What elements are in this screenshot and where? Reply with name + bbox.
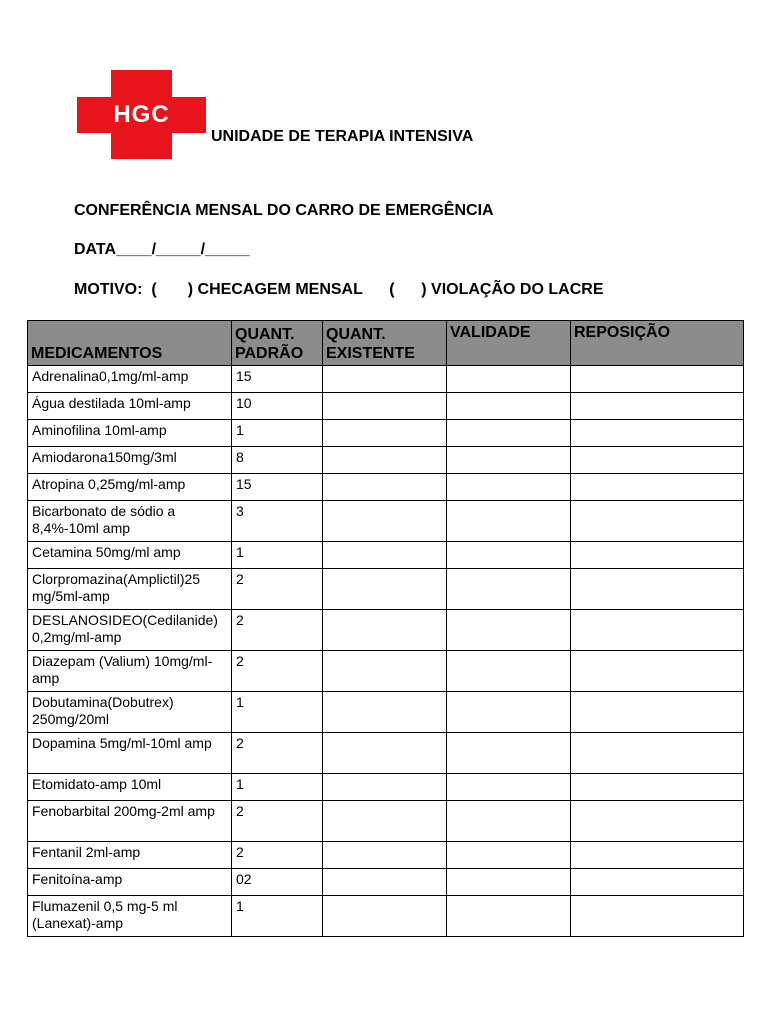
quant-padrao-cell: 2 [232, 842, 323, 869]
reposicao-cell[interactable] [571, 896, 744, 937]
table-row [28, 474, 744, 501]
col-header-reposicao: REPOSIÇÃO [571, 321, 744, 366]
reposicao-cell[interactable] [571, 569, 744, 610]
date-line: DATA____/_____/_____ [74, 241, 250, 258]
quant-padrao-cell: 1 [232, 896, 323, 937]
medications-table [27, 320, 744, 937]
table-row [28, 610, 744, 651]
table-row [28, 366, 744, 393]
validade-cell[interactable] [447, 733, 571, 774]
medication-name: Aminofilina 10ml-amp [28, 420, 232, 447]
col-header-medicamentos: MEDICAMENTOS [28, 321, 232, 366]
medication-name: Fentanil 2ml-amp [28, 842, 232, 869]
quant-padrao-cell: 10 [232, 393, 323, 420]
medication-name: Dopamina 5mg/ml-10ml amp [28, 733, 232, 774]
quant-existente-cell[interactable] [323, 869, 447, 896]
quant-padrao-cell: 1 [232, 774, 323, 801]
validade-cell[interactable] [447, 569, 571, 610]
validade-cell[interactable] [447, 774, 571, 801]
validade-cell[interactable] [447, 447, 571, 474]
quant-existente-cell[interactable] [323, 542, 447, 569]
quant-padrao-cell: 1 [232, 692, 323, 733]
quant-existente-cell[interactable] [323, 733, 447, 774]
table-row [28, 896, 744, 937]
quant-padrao-cell: 2 [232, 651, 323, 692]
table-row [28, 542, 744, 569]
table-header-row [28, 321, 744, 366]
quant-existente-cell[interactable] [323, 651, 447, 692]
medication-name: Cetamina 50mg/ml amp [28, 542, 232, 569]
unit-title: UNIDADE DE TERAPIA INTENSIVA [211, 128, 474, 145]
medication-name: Dobutamina(Dobutrex) 250mg/20ml [28, 692, 232, 733]
reposicao-cell[interactable] [571, 542, 744, 569]
quant-existente-cell[interactable] [323, 896, 447, 937]
reposicao-cell[interactable] [571, 366, 744, 393]
reposicao-cell[interactable] [571, 692, 744, 733]
validade-cell[interactable] [447, 869, 571, 896]
quant-padrao-cell: 3 [232, 501, 323, 542]
validade-cell[interactable] [447, 651, 571, 692]
reposicao-cell[interactable] [571, 733, 744, 774]
medication-name: DESLANOSIDEO(Cedilanide)0,2mg/ml-amp [28, 610, 232, 651]
validade-cell[interactable] [447, 896, 571, 937]
quant-existente-cell[interactable] [323, 692, 447, 733]
quant-existente-cell[interactable] [323, 842, 447, 869]
reposicao-cell[interactable] [571, 501, 744, 542]
table-row [28, 774, 744, 801]
quant-existente-cell[interactable] [323, 774, 447, 801]
validade-cell[interactable] [447, 393, 571, 420]
validade-cell[interactable] [447, 366, 571, 393]
col-header-quant-padrao: QUANT. PADRÃO [232, 321, 323, 366]
quant-existente-cell[interactable] [323, 393, 447, 420]
table-row [28, 869, 744, 896]
quant-padrao-cell: 2 [232, 733, 323, 774]
table-row [28, 393, 744, 420]
quant-padrao-cell: 02 [232, 869, 323, 896]
quant-existente-cell[interactable] [323, 801, 447, 842]
medication-name: Fenobarbital 200mg-2ml amp [28, 801, 232, 842]
quant-padrao-cell: 2 [232, 610, 323, 651]
validade-cell[interactable] [447, 801, 571, 842]
table-row [28, 501, 744, 542]
reposicao-cell[interactable] [571, 474, 744, 501]
table-row [28, 733, 744, 774]
reposicao-cell[interactable] [571, 842, 744, 869]
document-title: CONFERÊNCIA MENSAL DO CARRO DE EMERGÊNCIA [74, 202, 494, 219]
medication-name: Bicarbonato de sódio a 8,4%-10ml amp [28, 501, 232, 542]
validade-cell[interactable] [447, 610, 571, 651]
logo-text: HGC [113, 101, 170, 128]
reposicao-cell[interactable] [571, 869, 744, 896]
medication-name: Flumazenil 0,5 mg-5 ml (Lanexat)-amp [28, 896, 232, 937]
table-row [28, 842, 744, 869]
table-row [28, 692, 744, 733]
validade-cell[interactable] [447, 420, 571, 447]
reposicao-cell[interactable] [571, 801, 744, 842]
table-row [28, 801, 744, 842]
validade-cell[interactable] [447, 842, 571, 869]
validade-cell[interactable] [447, 501, 571, 542]
table-row [28, 447, 744, 474]
reposicao-cell[interactable] [571, 393, 744, 420]
reposicao-cell[interactable] [571, 651, 744, 692]
reposicao-cell[interactable] [571, 610, 744, 651]
quant-padrao-cell: 1 [232, 420, 323, 447]
medication-name: Atropina 0,25mg/ml-amp [28, 474, 232, 501]
medication-name: Fenitoína-amp [28, 869, 232, 896]
medication-name: Clorpromazina(Amplictil)25 mg/5ml-amp [28, 569, 232, 610]
quant-padrao-cell: 8 [232, 447, 323, 474]
quant-existente-cell[interactable] [323, 474, 447, 501]
quant-existente-cell[interactable] [323, 569, 447, 610]
table-row [28, 651, 744, 692]
medication-name: Diazepam (Valium) 10mg/ml-amp [28, 651, 232, 692]
motivo-line: MOTIVO: ( ) CHECAGEM MENSAL ( ) VIOLAÇÃO DO LACRE [74, 281, 604, 298]
table-row [28, 420, 744, 447]
medication-name: Adrenalina0,1mg/ml-amp [28, 366, 232, 393]
reposicao-cell[interactable] [571, 774, 744, 801]
quant-existente-cell[interactable] [323, 447, 447, 474]
quant-existente-cell[interactable] [323, 610, 447, 651]
validade-cell[interactable] [447, 542, 571, 569]
hgc-logo [77, 70, 206, 159]
quant-existente-cell[interactable] [323, 501, 447, 542]
validade-cell[interactable] [447, 474, 571, 501]
validade-cell[interactable] [447, 692, 571, 733]
quant-padrao-cell: 2 [232, 801, 323, 842]
reposicao-cell[interactable] [571, 420, 744, 447]
quant-padrao-cell: 2 [232, 569, 323, 610]
quant-padrao-cell: 1 [232, 542, 323, 569]
col-header-validade: VALIDADE [447, 321, 571, 366]
quant-padrao-cell: 15 [232, 474, 323, 501]
quant-existente-cell[interactable] [323, 420, 447, 447]
quant-existente-cell[interactable] [323, 366, 447, 393]
reposicao-cell[interactable] [571, 447, 744, 474]
medication-name: Amiodarona150mg/3ml [28, 447, 232, 474]
medication-name: Água destilada 10ml-amp [28, 393, 232, 420]
quant-padrao-cell: 15 [232, 366, 323, 393]
col-header-quant-existente: QUANT. EXISTENTE [323, 321, 447, 366]
medication-name: Etomidato-amp 10ml [28, 774, 232, 801]
table-row [28, 569, 744, 610]
